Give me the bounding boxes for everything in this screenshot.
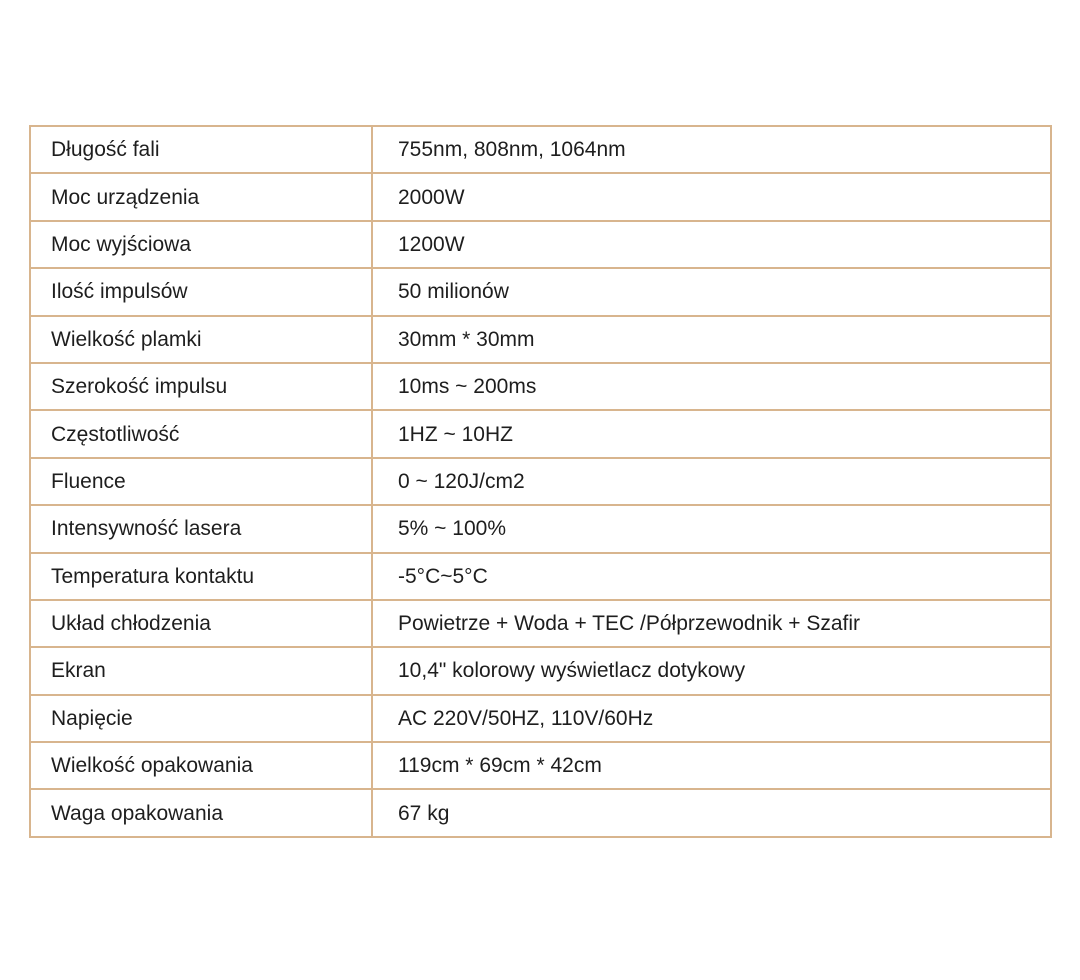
spec-value-cell: 30mm * 30mm — [372, 316, 1051, 363]
table-row — [30, 600, 1051, 647]
spec-label-cell: Moc wyjściowa — [30, 221, 372, 268]
spec-value-cell: 1HZ ~ 10HZ — [372, 410, 1051, 457]
spec-value-cell: Powietrze + Woda + TEC /Półprzewodnik + Szafir — [372, 600, 1051, 647]
spec-value-cell: -5°C~5°C — [372, 553, 1051, 600]
spec-table-body — [30, 126, 1051, 837]
spec-value-cell: 50 milionów — [372, 268, 1051, 315]
table-row — [30, 789, 1051, 836]
spec-label-cell: Szerokość impulsu — [30, 363, 372, 410]
table-row — [30, 173, 1051, 220]
spec-value-cell: 10ms ~ 200ms — [372, 363, 1051, 410]
spec-value-cell: 755nm, 808nm, 1064nm — [372, 126, 1051, 173]
spec-label-cell: Fluence — [30, 458, 372, 505]
spec-label-cell: Moc urządzenia — [30, 173, 372, 220]
table-row — [30, 553, 1051, 600]
spec-value-cell: 1200W — [372, 221, 1051, 268]
spec-value-cell: 2000W — [372, 173, 1051, 220]
table-row — [30, 221, 1051, 268]
spec-label-cell: Długość fali — [30, 126, 372, 173]
table-row — [30, 458, 1051, 505]
spec-label-cell: Napięcie — [30, 695, 372, 742]
spec-table — [29, 125, 1052, 838]
spec-label-cell: Układ chłodzenia — [30, 600, 372, 647]
spec-value-cell: 119cm * 69cm * 42cm — [372, 742, 1051, 789]
spec-label-cell: Wielkość opakowania — [30, 742, 372, 789]
spec-value-cell: 67 kg — [372, 789, 1051, 836]
table-row — [30, 363, 1051, 410]
spec-label-cell: Wielkość plamki — [30, 316, 372, 363]
table-row — [30, 316, 1051, 363]
table-row — [30, 410, 1051, 457]
table-row — [30, 695, 1051, 742]
spec-value-cell: 0 ~ 120J/cm2 — [372, 458, 1051, 505]
spec-label-cell: Ilość impulsów — [30, 268, 372, 315]
table-row — [30, 505, 1051, 552]
table-row — [30, 742, 1051, 789]
spec-label-cell: Waga opakowania — [30, 789, 372, 836]
spec-value-cell: 5% ~ 100% — [372, 505, 1051, 552]
spec-value-cell: 10,4" kolorowy wyświetlacz dotykowy — [372, 647, 1051, 694]
spec-label-cell: Ekran — [30, 647, 372, 694]
spec-label-cell: Częstotliwość — [30, 410, 372, 457]
table-row — [30, 126, 1051, 173]
table-row — [30, 647, 1051, 694]
spec-label-cell: Intensywność lasera — [30, 505, 372, 552]
spec-value-cell: AC 220V/50HZ, 110V/60Hz — [372, 695, 1051, 742]
spec-label-cell: Temperatura kontaktu — [30, 553, 372, 600]
table-row — [30, 268, 1051, 315]
